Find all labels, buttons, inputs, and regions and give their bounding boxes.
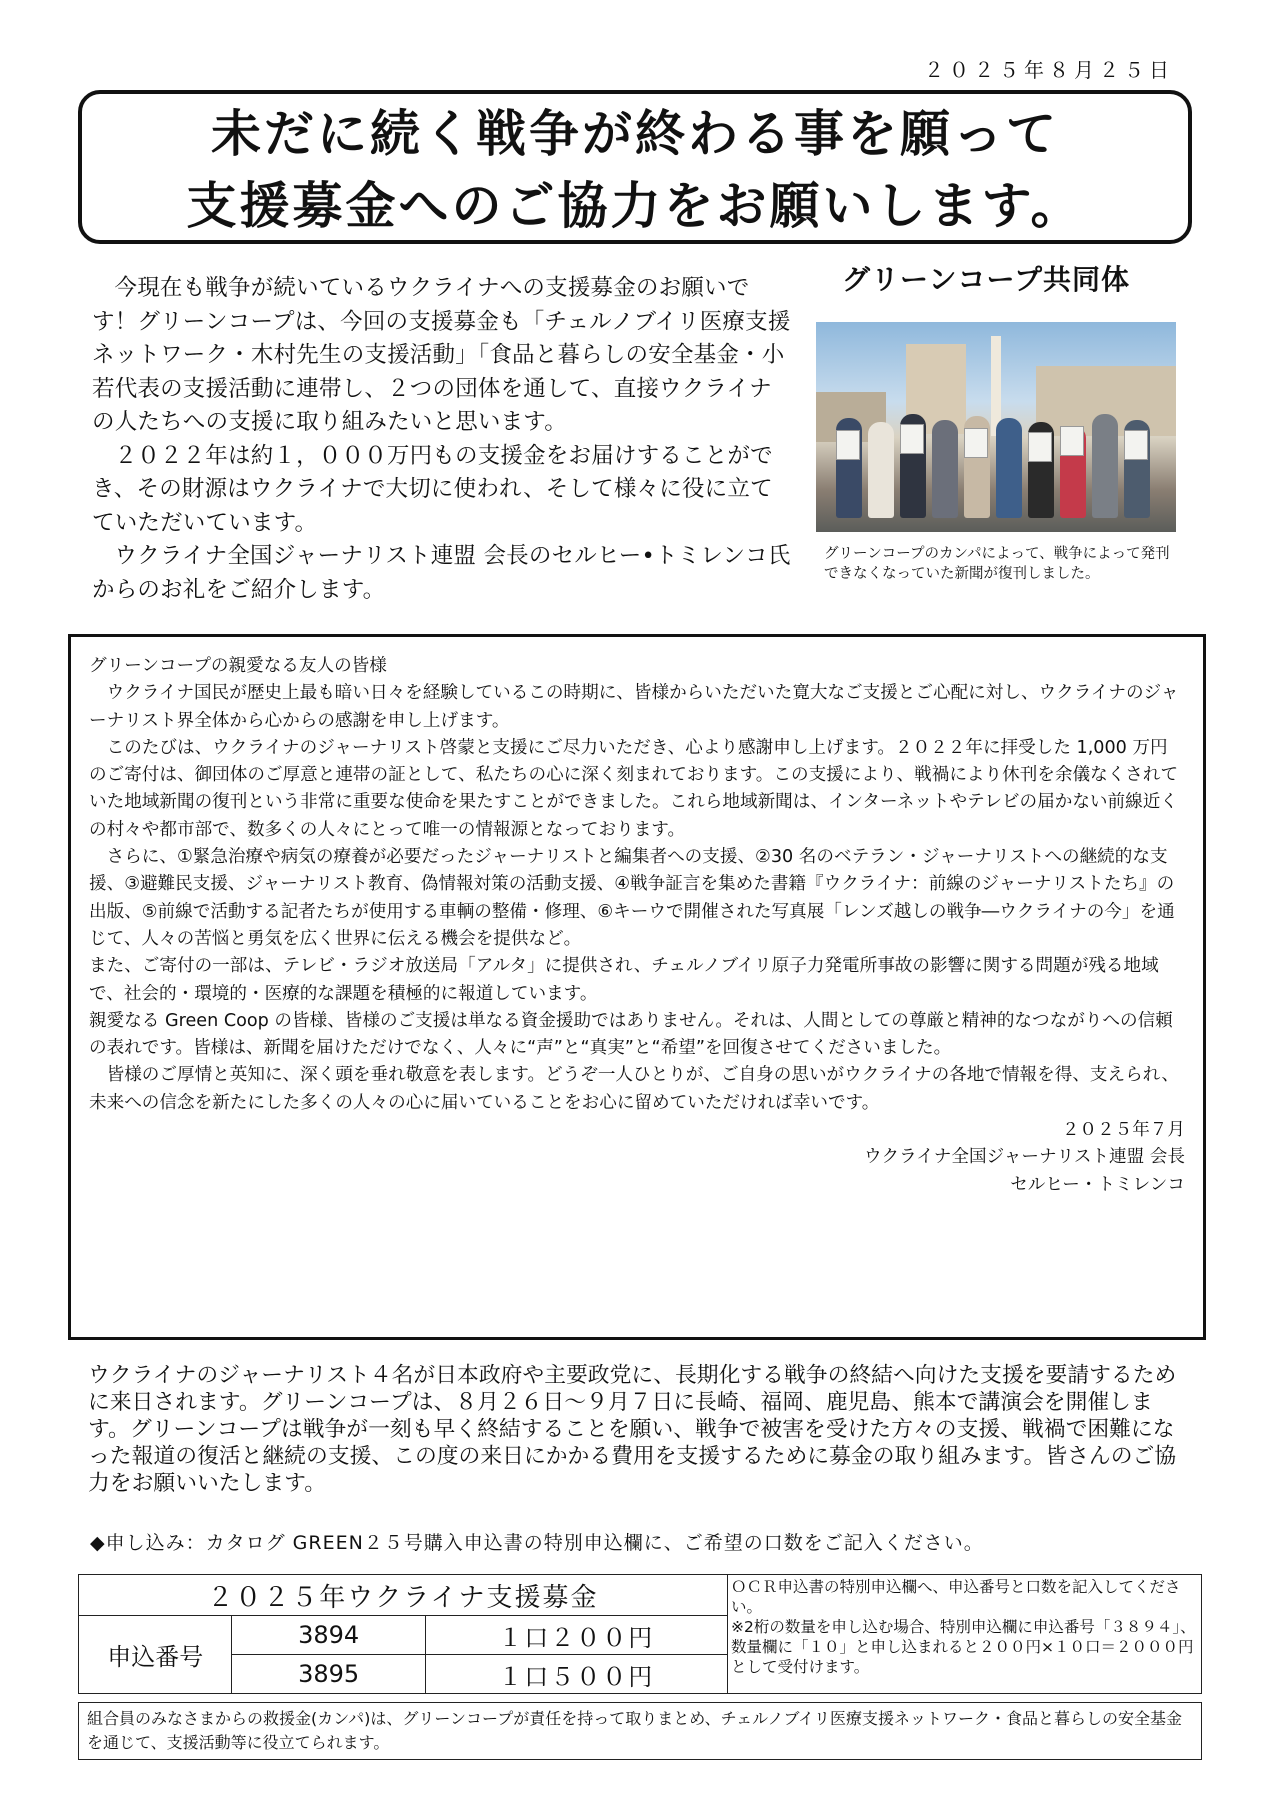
intro-text	[92, 272, 792, 607]
application-number-label: 申込番号	[79, 1616, 232, 1694]
page-title-line1: 未だに続く戦争が終わる事を願って	[211, 105, 1059, 163]
application-code: 3894	[232, 1616, 426, 1655]
thank-you-letter	[68, 634, 1206, 1340]
letter-signer-name: セルヒー・トミレンコ	[1010, 1174, 1185, 1195]
page-title-line2: 支援募金へのご協力をお願いします。	[186, 177, 1084, 235]
letter-paragraph: ウクライナ国民が歴史上最も暗い日々を経験しているこの時期に、皆様からいただいた寛大なご支援とご心配に対し、ウクライナのジャーナリスト界全体から心からの感謝を申し上げます。	[89, 683, 1179, 731]
fund-title: ２０２５年ウクライナ支援募金	[79, 1575, 728, 1616]
title-box	[78, 90, 1192, 244]
appeal-text: ウクライナのジャーナリスト４名が日本政府や主要政党に、長期化する戦争の終結へ向けた支援を要請するために来日されます。グリーンコープは、８月２６日～９月７日に長崎、福岡、鹿児島、熊本で講演会を開催します。グリーンコープは戦争が一刻も早く終結することを願い、戦争で被害を受けた方々の支援、戦禍で困難になった報道の復活と継続の支援、この度の来日にかかる費用を支援するために募金の取り組みます。皆さんのご協力をお願いいたします。	[88, 1363, 1177, 1496]
unit-amount: １口５００円	[425, 1655, 727, 1694]
issue-date: ２０２５年８月２５日	[924, 58, 1174, 82]
application-note: ◆申し込み：カタログ GREEN２５号購入申込書の特別申込欄に、ご希望の口数をご記入ください。	[90, 1532, 984, 1554]
photo-caption: グリーンコープのカンパによって、戦争によって発刊できなくなっていた新聞が復刊しました。	[824, 546, 1170, 582]
letter-signer-title: ウクライナ全国ジャーナリスト連盟 会長	[863, 1147, 1185, 1168]
organization-name: グリーンコープ共同体	[842, 263, 1131, 296]
letter-paragraph: 皆様のご厚情と英知に、深く頭を垂れ敬意を表します。どうぞ一人ひとりが、ご自身の思いがウクライナの各地で情報を得、支えられ、未来への信念を新たにした多くの人々の心に届いていることをお心に留めていただければ幸いです。	[89, 1065, 1179, 1113]
intro-paragraph: 今現在も戦争が続いているウクライナへの支援募金のお願いです！グリーンコープは、今回の支援募金も「チェルノブイリ医療支援ネットワーク・木村先生の支援活動」「食品と暮らしの安全基金・小若代表の支援活動に連帯し、２つの団体を通して、直接ウクライナの人たちへの支援に取り組みたいと思います。	[92, 275, 791, 435]
letter-date: ２０２５年７月	[1061, 1120, 1185, 1141]
letter-paragraph: 親愛なる Green Coop の皆様、皆様のご支援は単なる資金援助ではありません。それは、人間としての尊厳と精神的なつながりへの信頼の表れです。皆様は、新聞を届けただけでなく、人々に“声”と“真実”と“希望”を回復させてくださいました。	[89, 1010, 1173, 1059]
ocr-instructions: ＯＣＲ申込書の特別申込欄へ、申込番号と口数を記入してください。 ※2桁の数量を申し込む場合、特別申込欄に申込番号「３８９４」、数量欄に「１０」と申し込まれると２００円×１０口＝２０００円として受付けます。	[731, 1578, 1196, 1676]
unit-amount: １口２００円	[425, 1616, 727, 1655]
intro-paragraph: ２０２２年は約１，０００万円もの支援金をお届けすることができ、その財源はウクライナで大切に使われ、そして様々に役に立てていただいています。	[92, 442, 773, 536]
letter-paragraph: また、ご寄付の一部は、テレビ・ラジオ放送局「アルタ」に提供され、チェルノブイリ原子力発電所事故の影響に関する問題が残る地域で、社会的・環境的・医療的な課題を積極的に報道しています。	[89, 956, 1159, 1004]
letter-salutation: グリーンコープの親愛なる友人の皆様	[89, 656, 387, 676]
letter-paragraph: このたびは、ウクライナのジャーナリスト啓蒙と支援にご尽力いただき、心より感謝申し上げます。２０２２年に拝受した 1,000 万円のご寄付は、御団体のご厚意と連帯の証として、私たちの心に深く刻まれております。この支援により、戦禍により休刊を余儀なくされていた地域新聞の復刊という非常に重要な使命を果たすことができました。これら地域新聞は、インターネットやテレビの届かない前線近くの村々や都市部で、数多くの人々にとって唯一の情報源となっております。	[89, 737, 1179, 840]
intro-paragraph: ウクライナ全国ジャーナリスト連盟 会長のセルヒー•トミレンコ氏からのお礼をご紹介します。	[92, 543, 791, 603]
letter-paragraph: さらに、①緊急治療や病気の療養が必要だったジャーナリストと編集者への支援、②30 名のベテラン・ジャーナリストへの継続的な支援、③避難民支援、ジャーナリスト教育、偽情報対策の活動支援、④戦争証言を集めた書籍『ウクライナ：前線のジャーナリストたち』の出版、⑤前線で活動する記者たちが使用する車輌の整備・修理、⑥キーウで開催された写真展「レンズ越しの戦争―ウクライナの今」を通じて、人々の苦悩と勇気を広く世界に伝える機会を提供など。	[89, 847, 1175, 949]
group-photo	[816, 322, 1176, 532]
application-code: 3895	[232, 1655, 426, 1694]
footer-note: 組合員のみなさまからの救援金(カンパ)は、グリーンコープが責任を持って取りまとめ、チェルノブイリ医療支援ネットワーク・食品と暮らしの安全基金を通じて、支援活動等に役立てられます。	[78, 1702, 1202, 1760]
